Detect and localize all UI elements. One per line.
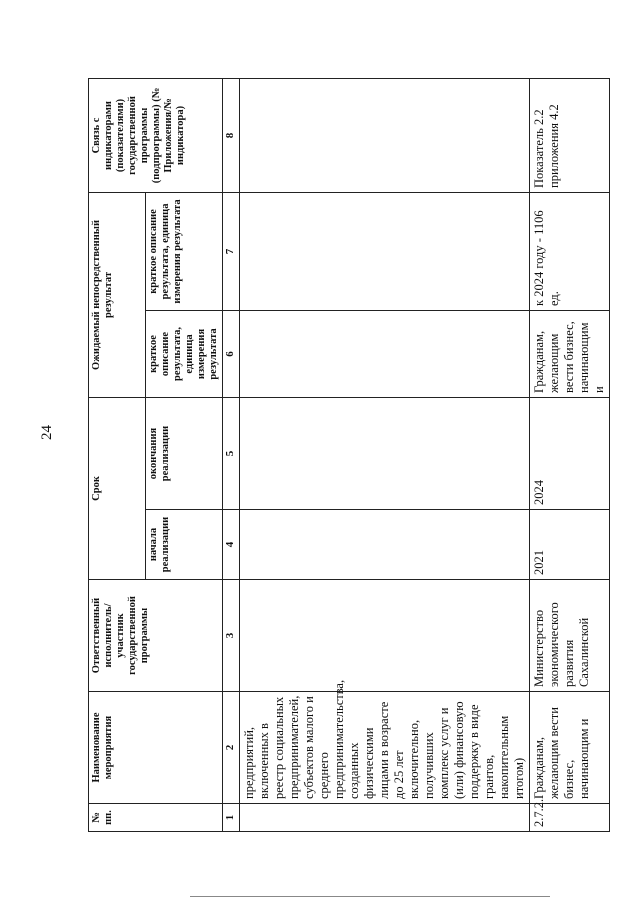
page-number: 24 bbox=[39, 425, 55, 440]
cell-result-7 bbox=[240, 192, 530, 310]
column-number: 2 bbox=[223, 692, 240, 804]
column-number: 7 bbox=[223, 192, 240, 310]
cell-link bbox=[240, 78, 530, 192]
header-executor: Ответственный исполнитель/участник государственной программы bbox=[89, 580, 223, 692]
cell-num: 2.7.2. bbox=[530, 804, 610, 832]
header-result: Ожидаемый непосредственный результат bbox=[89, 192, 146, 397]
header-start: начала реализации bbox=[146, 510, 223, 580]
cell-end bbox=[240, 397, 530, 509]
table-row-continuation bbox=[240, 78, 530, 831]
header-end: окончания реализации bbox=[146, 397, 223, 509]
column-number: 8 bbox=[223, 78, 240, 192]
cell-result-7: к 2024 году - 1106 ед. bbox=[530, 192, 610, 310]
cell-end: 2024 bbox=[530, 397, 610, 509]
header-link: Связь с индикаторами (показателями) государственной программы (подпрограммы) (№ Приложения/№ индикатора) bbox=[89, 78, 223, 192]
cell-start bbox=[240, 510, 530, 580]
column-number: 1 bbox=[223, 804, 240, 832]
cell-result-6 bbox=[240, 310, 530, 397]
header-num: № пп. bbox=[89, 804, 223, 832]
cell-start: 2021 bbox=[530, 510, 610, 580]
program-table bbox=[88, 78, 610, 832]
table-row-2-7-2 bbox=[530, 78, 610, 831]
cell-link: Показатель 2.2 приложения 4.2 bbox=[530, 78, 610, 192]
column-numbers-row bbox=[223, 78, 240, 831]
header-result-6: краткое описание результата, единица измерения результата bbox=[146, 310, 223, 397]
cell-executor: Министерство экономического развития Сахалинской bbox=[530, 580, 610, 692]
column-number: 4 bbox=[223, 510, 240, 580]
cell-name: Гражданам, желающим вести бизнес, начинающим и bbox=[530, 692, 610, 804]
header-name: Наименование мероприятия bbox=[89, 692, 223, 804]
header-result-7: краткое описание результата, единица измерения результата bbox=[146, 192, 223, 310]
header-term: Срок bbox=[89, 397, 146, 579]
scan-edge-line bbox=[190, 896, 550, 897]
cell-name: предприятий, включенных в реестр социальных предпринимателей, субъектов малого и среднего предпринимательства, созданных физическими лицами в возрасте до 25 лет включительно, получивших комплекс услуг и (или) финансовую поддержку в виде грантов, накопительным итогом) bbox=[240, 692, 530, 804]
column-number: 6 bbox=[223, 310, 240, 397]
column-number: 5 bbox=[223, 397, 240, 509]
cell-executor bbox=[240, 580, 530, 692]
cell-num bbox=[240, 804, 530, 832]
cell-result-6: Гражданам, желающим вести бизнес, начинающим и bbox=[530, 310, 610, 397]
column-number: 3 bbox=[223, 580, 240, 692]
